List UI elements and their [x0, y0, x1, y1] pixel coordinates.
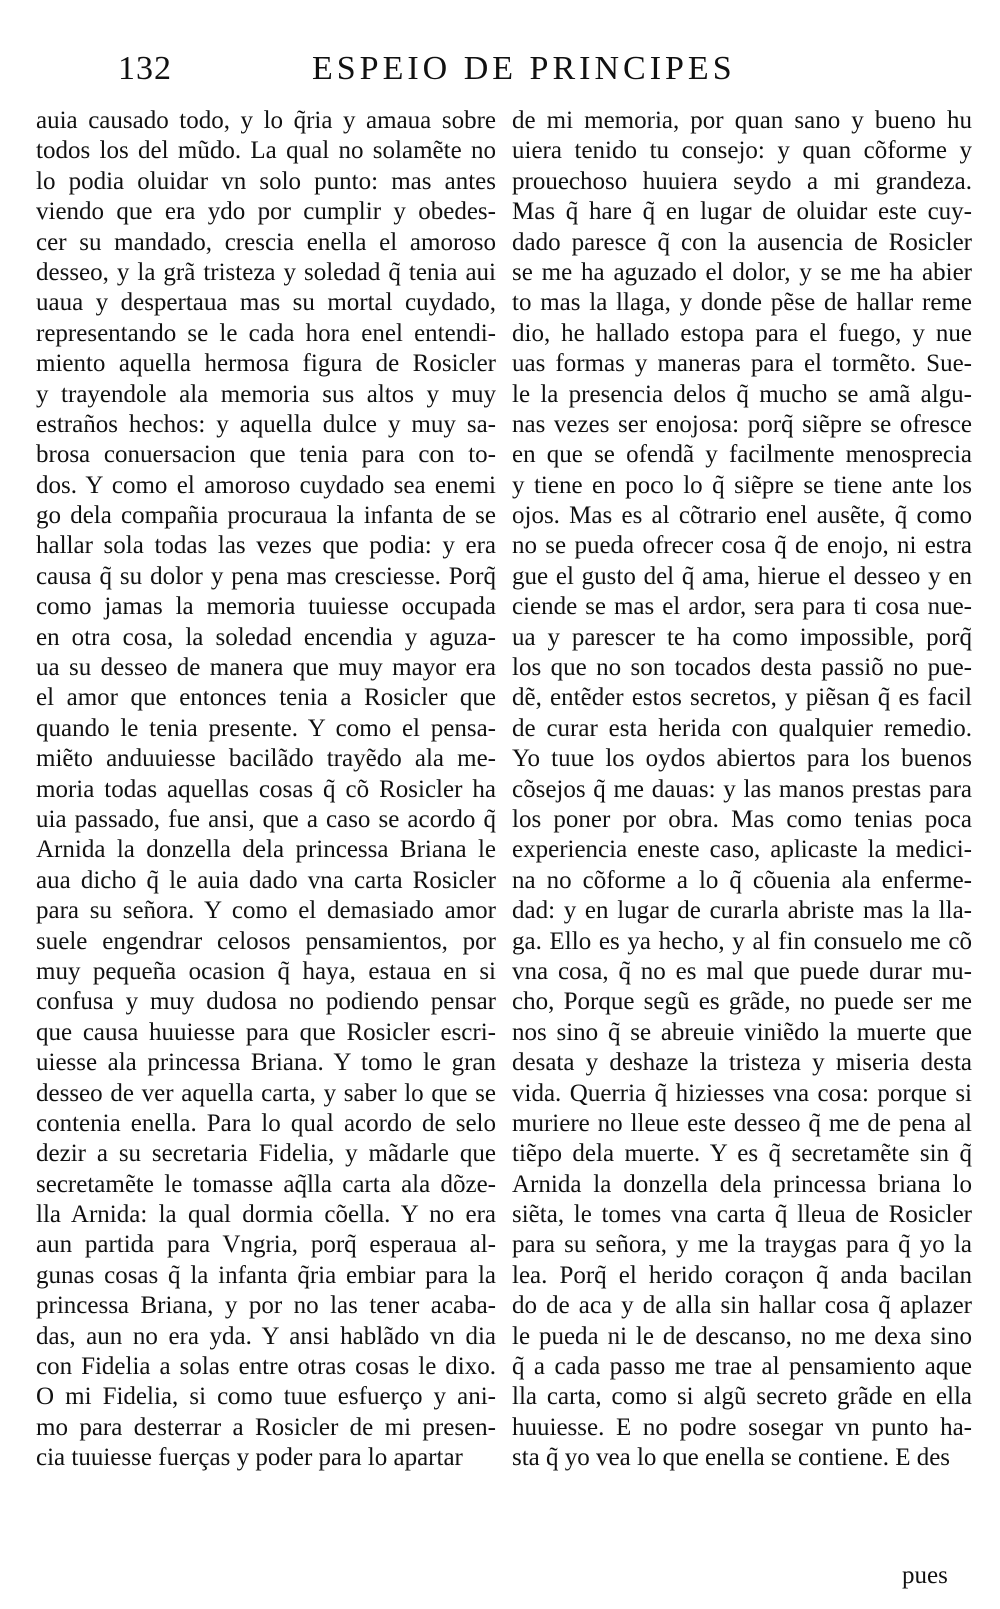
text-line: brosa conuersacion que tenia para con to-	[36, 441, 496, 469]
text-line: vida. Querria q̃ hiziesses vna cosa: porque si	[512, 1079, 972, 1107]
text-line: na no cõforme a lo q̃ cõuenia ala enferme-	[512, 866, 972, 894]
text-line: representando se le cada hora enel entendi-	[36, 319, 496, 347]
text-line: siẽta, le tomes vna carta q̃ lleua de Rosicler	[512, 1201, 972, 1229]
text-line: ga. Ello es ya hecho, y al fin consuelo me cõ	[512, 927, 972, 955]
text-line: suele engendrar celosos pensamientos, por	[36, 927, 496, 955]
text-line: dad: y en lugar de curarla abriste mas la lla-	[512, 897, 972, 925]
text-line: Yo tuue los oydos abiertos para los buenos	[512, 745, 972, 773]
text-line: con Fidelia a solas entre otras cosas le dixo.	[36, 1353, 496, 1381]
text-line: en que se ofendã y facilmente menosprecia	[512, 441, 972, 469]
text-line: ua y parescer te ha como impossible, porq̃	[512, 623, 972, 651]
text-line: todos los del mũdo. La qual no solamẽte no	[36, 137, 496, 165]
text-line: huuiesse. E no podre sosegar vn punto ha-	[512, 1413, 972, 1441]
text-line: dado paresce q̃ con la ausencia de Rosicler	[512, 228, 972, 256]
text-line: do de aca y de alla sin hallar cosa q̃ aplazer	[512, 1292, 972, 1320]
text-line: nas vezes ser enojosa: porq̃ siẽpre se ofresce	[512, 410, 972, 438]
text-line: en otra cosa, la soledad encendia y aguza-	[36, 623, 496, 651]
text-line: O mi Fidelia, si como tuue esfuerço y ani-	[36, 1383, 496, 1411]
text-line: desata y deshaze la tristeza y miseria desta	[512, 1049, 972, 1077]
text-line: ua su desseo de manera que muy mayor era	[36, 654, 496, 682]
text-line: y trayendole ala memoria sus altos y muy	[36, 380, 496, 408]
text-line: ojos. Mas es al cõtrario enel ausẽte, q̃ como	[512, 502, 972, 530]
text-line: miento aquella hermosa figura de Rosicler	[36, 350, 496, 378]
text-line: viendo que era ydo por cumplir y obedes-	[36, 198, 496, 226]
text-line: muriere no lleue este desseo q̃ me de pena al	[512, 1109, 972, 1137]
text-line: estraños hechos: y aquella dulce y muy sa-	[36, 410, 496, 438]
text-line: muy pequeña ocasion q̃ haya, estaua en si	[36, 957, 496, 985]
text-line: uiesse ala princessa Briana. Y tomo le gran	[36, 1049, 496, 1077]
text-line: sta q̃ yo vea lo que enella se contiene. E des	[512, 1444, 951, 1472]
text-line: cer su mandado, crescia enella el amoroso	[36, 228, 496, 256]
text-line: los que no son tocados desta passiõ no pue-	[512, 654, 972, 682]
text-line: de mi memoria, por quan sano y bueno hu	[512, 107, 972, 134]
text-line: gue el gusto del q̃ ama, hierue el desseo y en	[512, 562, 972, 590]
text-line: lla Arnida: la qual dormia cõella. Y no era	[36, 1201, 496, 1229]
text-line: secretamẽte le tomasse aq̃lla carta ala dõze-	[36, 1170, 496, 1198]
text-line: aun partida para Vngria, porq̃ esperaua al-	[36, 1231, 496, 1259]
text-line: to mas la llaga, y donde pẽse de hallar reme	[512, 289, 972, 317]
text-line: uas formas y maneras para el tormẽto. Sue-	[512, 350, 972, 378]
text-line: confusa y muy dudosa no podiendo pensar	[36, 988, 496, 1016]
text-line: que causa huuiesse para que Rosicler escri-	[36, 1018, 496, 1046]
text-line: como jamas la memoria tuuiesse occupada	[36, 593, 496, 621]
text-line: princessa Briana, y por no las tener acaba-	[36, 1292, 496, 1320]
text-line: lo podia oluidar vn solo punto: mas antes	[36, 167, 496, 195]
text-line: lea. Porq̃ el herido coraçon q̃ anda bacilan	[512, 1261, 972, 1289]
text-line: cia tuuiesse fuerças y poder para lo apartar	[36, 1444, 463, 1472]
text-line: mo para desterrar a Rosicler de mi presen-	[36, 1413, 496, 1441]
text-line: el amor que entonces tenia a Rosicler que	[36, 684, 496, 712]
text-line: uia passado, fue ansi, que a caso se acordo q̃	[36, 805, 496, 833]
text-line: Mas q̃ hare q̃ en lugar de oluidar este cuy-	[512, 198, 972, 226]
text-line: quando le tenia presente. Y como el pensa-	[36, 714, 496, 742]
running-head: ESPEIO DE PRINCIPES	[312, 50, 736, 87]
text-line: lla carta, como si algũ secreto grãde en ella	[512, 1383, 972, 1411]
text-line: vna cosa, q̃ no es mal que puede durar mu-	[512, 957, 972, 985]
catchword: pues	[902, 1562, 948, 1589]
text-line: nos sino q̃ se abreuie viniẽdo la muerte que	[512, 1018, 972, 1046]
text-line: contenia enella. Para lo qual acordo de selo	[36, 1109, 496, 1137]
text-line: y tiene en poco lo q̃ siẽpre se tiene ante los	[512, 471, 972, 499]
page-number: 132	[118, 50, 172, 87]
text-line: auia causado todo, y lo q̃ria y amaua sobre	[36, 107, 496, 134]
text-line: dezir a su secretaria Fidelia, y mãdarle que	[36, 1140, 496, 1168]
text-line: hallar sola todas las vezes que podia: y era	[36, 532, 496, 560]
text-line: cho, Porque segũ es grãde, no puede ser me	[512, 988, 972, 1016]
text-line: miẽto anduuiesse bacilãdo trayẽdo ala me-	[36, 745, 496, 773]
text-line: se me ha aguzado el dolor, y se me ha abier	[512, 258, 972, 286]
text-line: das, aun no era yda. Y ansi hablãdo vn dia	[36, 1322, 496, 1350]
text-line: no se pueda ofrecer cosa q̃ de enojo, ni estra	[512, 532, 972, 560]
text-line: gunas cosas q̃ la infanta q̃ria embiar para la	[36, 1261, 496, 1289]
text-line: moria todas aquellas cosas q̃ cõ Rosicler ha	[36, 775, 496, 803]
text-line: dio, he hallado estopa para el fuego, y nue	[512, 319, 972, 347]
text-line: causa q̃ su dolor y pena mas cresciesse. Porq̃	[36, 562, 496, 590]
text-line: Arnida la donzella dela princessa briana lo	[512, 1170, 972, 1198]
text-line: desseo de ver aquella carta, y saber lo que se	[36, 1079, 496, 1107]
text-line: desseo, y la grã tristeza y soledad q̃ tenia aui	[36, 258, 496, 286]
text-line: go dela compañia procuraua la infanta de se	[36, 502, 496, 530]
text-line: dos. Y como el amoroso cuydado sea enemi	[36, 471, 496, 499]
text-line: Arnida la donzella dela princessa Briana le	[36, 836, 496, 864]
text-line: prouechoso huuiera seydo a mi grandeza.	[512, 167, 972, 195]
text-line: los poner por obra. Mas como tenias poca	[512, 805, 972, 833]
text-line: tiẽpo dela muerte. Y es q̃ secretamẽte sin q̃	[512, 1140, 972, 1168]
text-line: aua dicho q̃ le auia dado vna carta Rosicler	[36, 866, 496, 894]
text-line: para su señora. Y como el demasiado amor	[36, 897, 496, 925]
text-line: experiencia eneste caso, aplicaste la medici-	[512, 836, 972, 864]
text-line: para su señora, y me la traygas para q̃ yo la	[512, 1231, 972, 1259]
text-line: q̃ a cada passo me trae al pensamiento aque	[512, 1353, 972, 1381]
text-line: dẽ, entẽder estos secretos, y piẽsan q̃ es facil	[512, 684, 972, 712]
text-line: uiera tenido tu consejo: y quan cõforme y	[512, 137, 972, 165]
text-line: uaua y despertaua mas su mortal cuydado,	[36, 289, 496, 317]
page-header	[0, 50, 1000, 98]
text-line: le la presencia delos q̃ mucho se amã algu-	[512, 380, 972, 408]
text-line: de curar esta herida con qualquier remedio.	[512, 714, 972, 742]
left-text-column	[36, 106, 496, 1474]
right-text-column	[512, 106, 972, 1474]
text-line: ciende se mas el ardor, sera para ti cosa nue-	[512, 593, 972, 621]
text-line: cõsejos q̃ me dauas: y las manos prestas para	[512, 775, 972, 803]
text-line: le pueda ni le de descanso, no me dexa sino	[512, 1322, 972, 1350]
